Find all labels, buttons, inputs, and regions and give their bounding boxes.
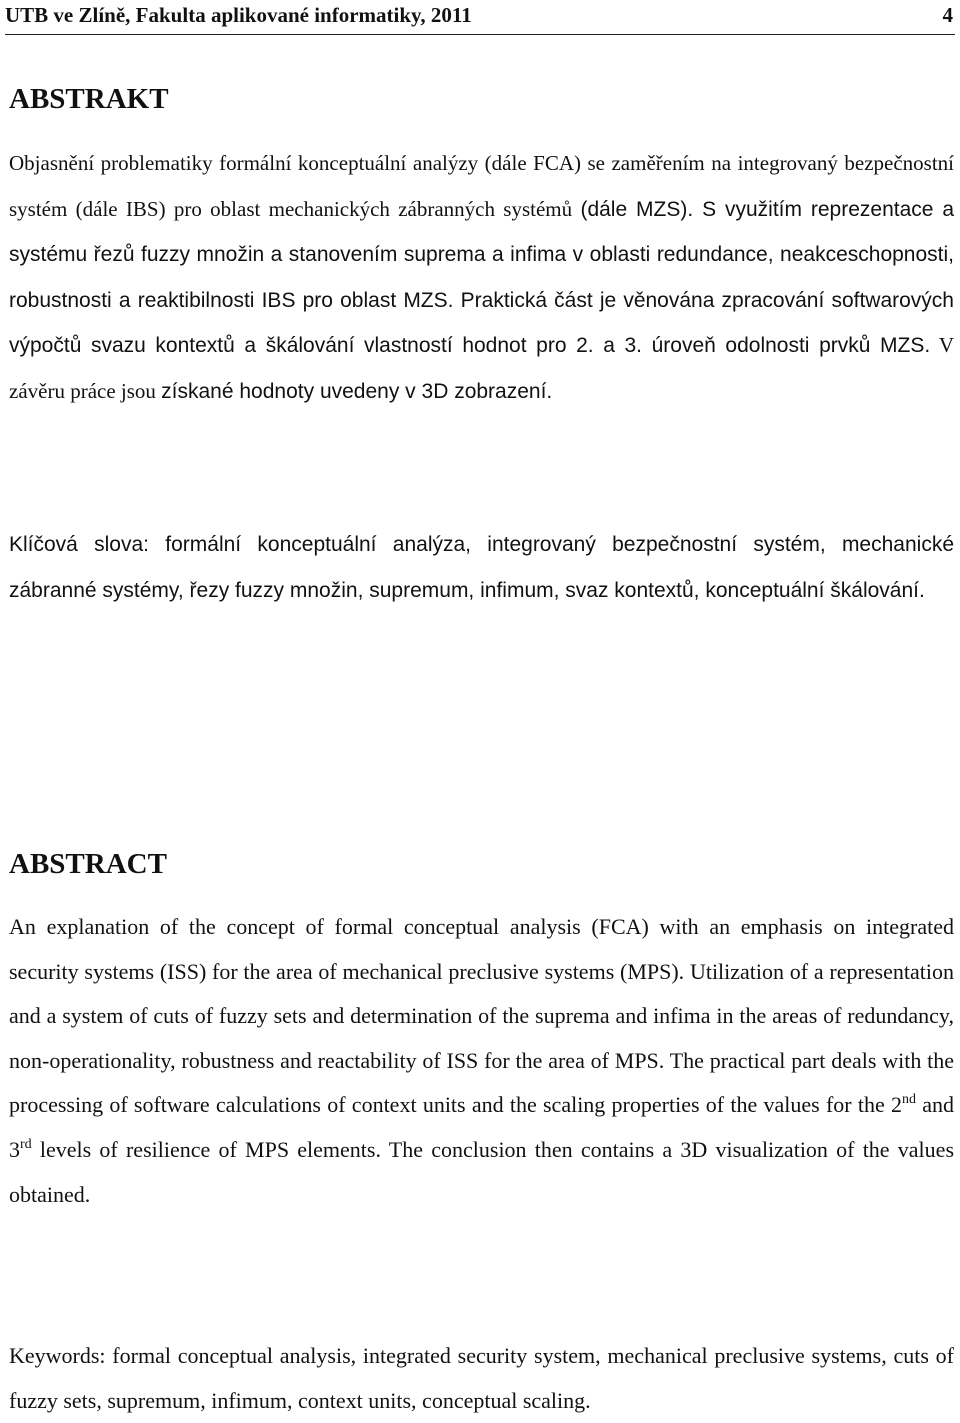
abstract-heading: ABSTRACT <box>9 848 167 880</box>
abstrakt-heading: ABSTRAKT <box>9 83 169 115</box>
keywords-paragraph: Keywords: formal conceptual analysis, integrated security system, mechanical preclusive systems, cuts of fuzzy sets, supremum, infimum, context units, conceptual scaling. <box>9 1343 954 1413</box>
header-title: UTB ve Zlíně, Fakulta aplikované informatiky, 2011 <box>5 3 472 27</box>
page-number: 4 <box>942 3 953 27</box>
header-rule <box>5 34 955 35</box>
superscript-rd: rd <box>20 1136 32 1152</box>
klicova-slova-paragraph: Klíčová slova: formální konceptuální analýza, integrovaný bezpečnostní systém, mechanické zábranné systémy, řezy fuzzy množin, supremum, infimum, svaz kontextů, konceptuální škálování. <box>9 533 954 602</box>
abstract-text-c: levels of resilience of MPS elements. The conclusion then contains a 3D visualization of the values obtained. <box>9 1136 954 1207</box>
abstrakt-text-d: získané hodnoty uvedeny v 3D zobrazení. <box>161 379 553 403</box>
abstract-text-a: An explanation of the concept of formal conceptual analysis (FCA) with an emphasis on integrated security systems (ISS) for the area of mechanical preclusive systems (MPS). Utilization of a representation and a system of cuts of fuzzy sets and determination of the suprema and infima in the areas of redundancy, non-operationality, robustness and reactability of ISS for the area of MPS. The practical part deals with the processing of software calculations of context units and the scaling properties of the values for the 2 <box>9 914 954 1118</box>
abstrakt-paragraph <box>9 141 954 415</box>
superscript-nd: nd <box>901 1092 916 1108</box>
running-header <box>5 2 953 28</box>
abstrakt-text-a: Objasnění problematiky formální konceptuální analýzy (dále FCA) se zaměřením na integrovaný bezpečnostní systém (dále IBS) pro oblast mechanických zábranných systémů <box>9 151 954 221</box>
abstrakt-text-b: (dále MZS). S využitím reprezentace a systému řezů fuzzy množin a stanovením suprema a infima v oblasti redundance, neakceschopnosti, robustnosti a reaktibilnosti IBS pro oblast MZS. Praktická část je věnována zpracování softwarových výpočtů svazu kontextů a škálování vlastností hodnot pro 2. a 3. úroveň odolnosti prvků MZS. <box>9 197 955 358</box>
abstract-text-b: and 3 <box>9 1092 954 1162</box>
abstrakt-text-c: V závěru práce jsou <box>9 333 954 403</box>
abstract-paragraph <box>9 905 954 1217</box>
